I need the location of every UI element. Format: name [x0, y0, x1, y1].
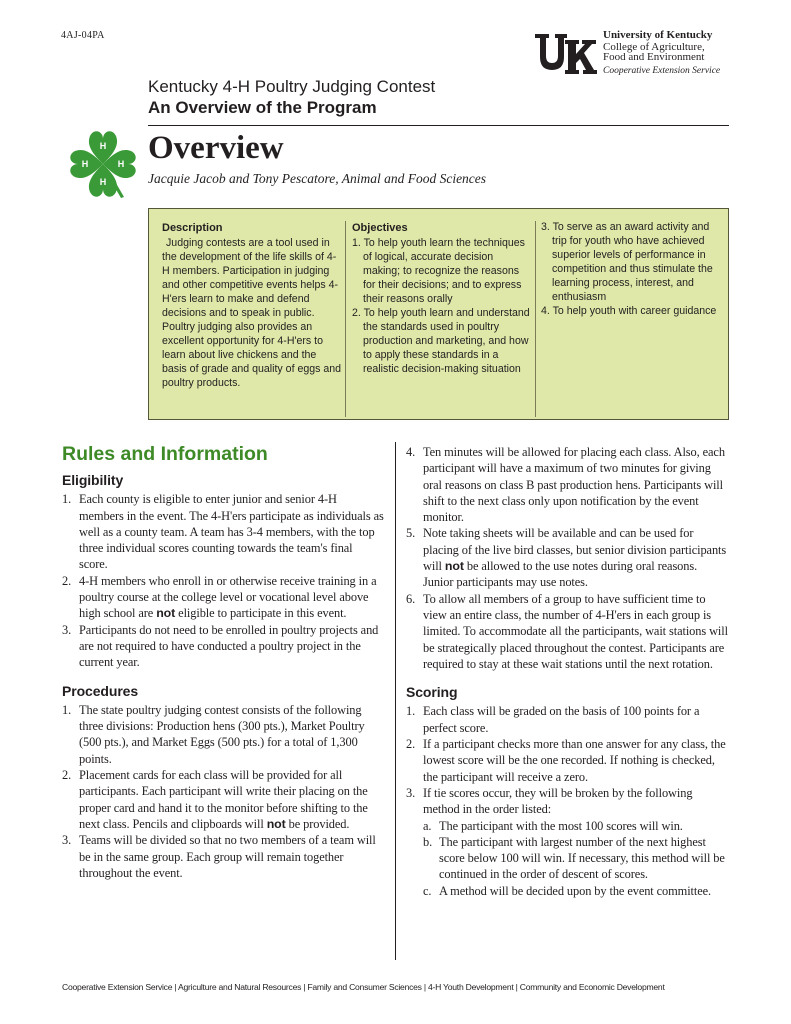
- document-id: 4AJ-04PA: [61, 30, 105, 41]
- description-heading: Description: [162, 222, 223, 234]
- column-divider: [395, 442, 396, 960]
- objectives-column: [352, 221, 532, 376]
- uk-logo: [535, 32, 597, 76]
- section-heading-overview: Overview: [148, 130, 284, 166]
- description-column: [162, 221, 342, 390]
- list-item: 1. The state poultry judging contest consists of the following three divisions: Production hens (300 pts.), Market Poultry (500 pts.), and Market Eggs (500 pts.) for a total of 1,300 points.: [62, 702, 365, 766]
- sub-list-item: c. A method will be decided upon by the event committee.: [423, 883, 712, 898]
- svg-text:H: H: [81, 159, 89, 169]
- objectives-column-continued: [541, 220, 721, 318]
- sub-list-item: a. The participant with the most 100 scores will win.: [423, 818, 683, 833]
- svg-text:H: H: [99, 141, 107, 151]
- objective-item: 2. To help youth learn and understand the standards used in poultry production and marketing, and how to apply these standards in a realistic decision-making situation: [352, 307, 530, 375]
- college-line-1: College of Agriculture,: [603, 41, 705, 53]
- box-divider: [535, 221, 536, 417]
- header-rule: [148, 125, 729, 126]
- list-item: 3. If tie scores occur, they will be broken by the following method in the order listed: a. The participant with the most 100 scores will win. b. The participant with largest number of the next highest score below 100 will win. If necessary, this method will be continued in the order of descent of scores. c. A method will be decided upon by the event committee.: [406, 785, 730, 899]
- list-item: 1. Each class will be graded on the basis of 100 points for a perfect score.: [406, 704, 700, 735]
- svg-text:H: H: [117, 159, 125, 169]
- list-item: 6. To allow all members of a group to have sufficient time to view an entire class, the number of 4-H'ers in each group is limited. To accommodate all the participants, wait stations will be strategically placed throughout the contest. Participants are required to stay at these wait stations until the next rotation.: [406, 591, 728, 671]
- list-item: 2. If a participant checks more than one answer for any class, the lowest score will be the one recorded. If nothing is checked, the participant will receive a zero.: [406, 737, 726, 784]
- list-item: 3. Teams will be divided so that no two members of a team will be in the same group. Each group will remain together throughout the event.: [62, 833, 376, 880]
- svg-text:H: H: [99, 177, 107, 187]
- college-name: [603, 42, 763, 62]
- footer-text: Cooperative Extension Service | Agriculture and Natural Resources | Family and Consumer Sciences | 4-H Youth Development | Community and Economic Development: [62, 982, 665, 992]
- list-item: 2. 4-H members who enroll in or otherwise receive training in a poultry course at the college level or vocational level above high school are not eligible to participate in this event.: [62, 573, 377, 621]
- authors: Jacquie Jacob and Tony Pescatore, Animal and Food Sciences: [148, 171, 487, 186]
- summary-box: [148, 208, 729, 420]
- list-item: 3. Participants do not need to be enrolled in poultry projects and are not required to have conducted a poultry project in the current year.: [62, 622, 379, 670]
- objective-item: 4. To help youth with career guidance: [541, 305, 717, 317]
- four-h-clover-icon: [64, 127, 142, 205]
- sub-list-item: b. The participant with largest number of the next highest score below 100 will win. If necessary, this method will be continued in the order of descent of scores.: [423, 834, 725, 882]
- rules-heading: Rules and Information: [62, 443, 268, 465]
- box-divider: [345, 221, 346, 417]
- extension-service: Cooperative Extension Service: [603, 66, 721, 76]
- college-line-2: Food and Environment: [603, 51, 705, 63]
- scoring-heading: Scoring: [406, 684, 458, 701]
- left-column: [62, 472, 384, 881]
- list-item: 5. Note taking sheets will be available and can be used for placing of the live bird classes, but senior division participants will not be allowed to the use notes during oral reasons. Junior participants may use notes.: [406, 526, 727, 590]
- right-column: [406, 444, 730, 899]
- eligibility-heading: Eligibility: [62, 472, 124, 488]
- list-item: 4. Ten minutes will be allowed for placing each class. Also, each participant will have a maximum of two minutes for giving oral reasons on class B past production hens. Participants will shift to the next class only upon notification by the event monitor.: [406, 445, 725, 525]
- list-item: 2. Placement cards for each class will be provided for all participants. Each participant will write their placing on the proper card and hand it to the monitor before shifting to the next class. Pencils and clipboards will not be provided.: [62, 768, 368, 831]
- objective-item: 3. To serve as an award activity and trip for youth who have achieved superior levels of performance in competition and thus stimulate the learning process, interest, and enthusiasm: [541, 221, 713, 303]
- description-text: Judging contests are a tool used in the development of the life skills of 4-H members. Participation in judging and other competitive events helps 4-H'ers learn to make and defend decisions and to speak in public. Poultry judging also provides an excellent opportunity for 4-H'ers to learn about live chickens and the basis of grade and quality of eggs and poultry products.: [162, 237, 342, 389]
- objective-item: 1. To help youth learn the techniques of logical, accurate decision making; to recognize the reasons for their decisions; and to express their reasons orally: [352, 237, 525, 305]
- document-title: Kentucky 4-H Poultry Judging Contest: [148, 77, 436, 96]
- objectives-heading: Objectives: [352, 222, 408, 234]
- procedures-heading: Procedures: [62, 682, 139, 699]
- university-name: University of Kentucky: [603, 29, 713, 41]
- document-subtitle: An Overview of the Program: [148, 98, 377, 117]
- list-item: 1. Each county is eligible to enter junior and senior 4-H members in the event. The 4-H'ers participate as individuals as well as a county team. A team has 3-4 members, with the top three individual scores counting towards the team's final score.: [62, 492, 384, 572]
